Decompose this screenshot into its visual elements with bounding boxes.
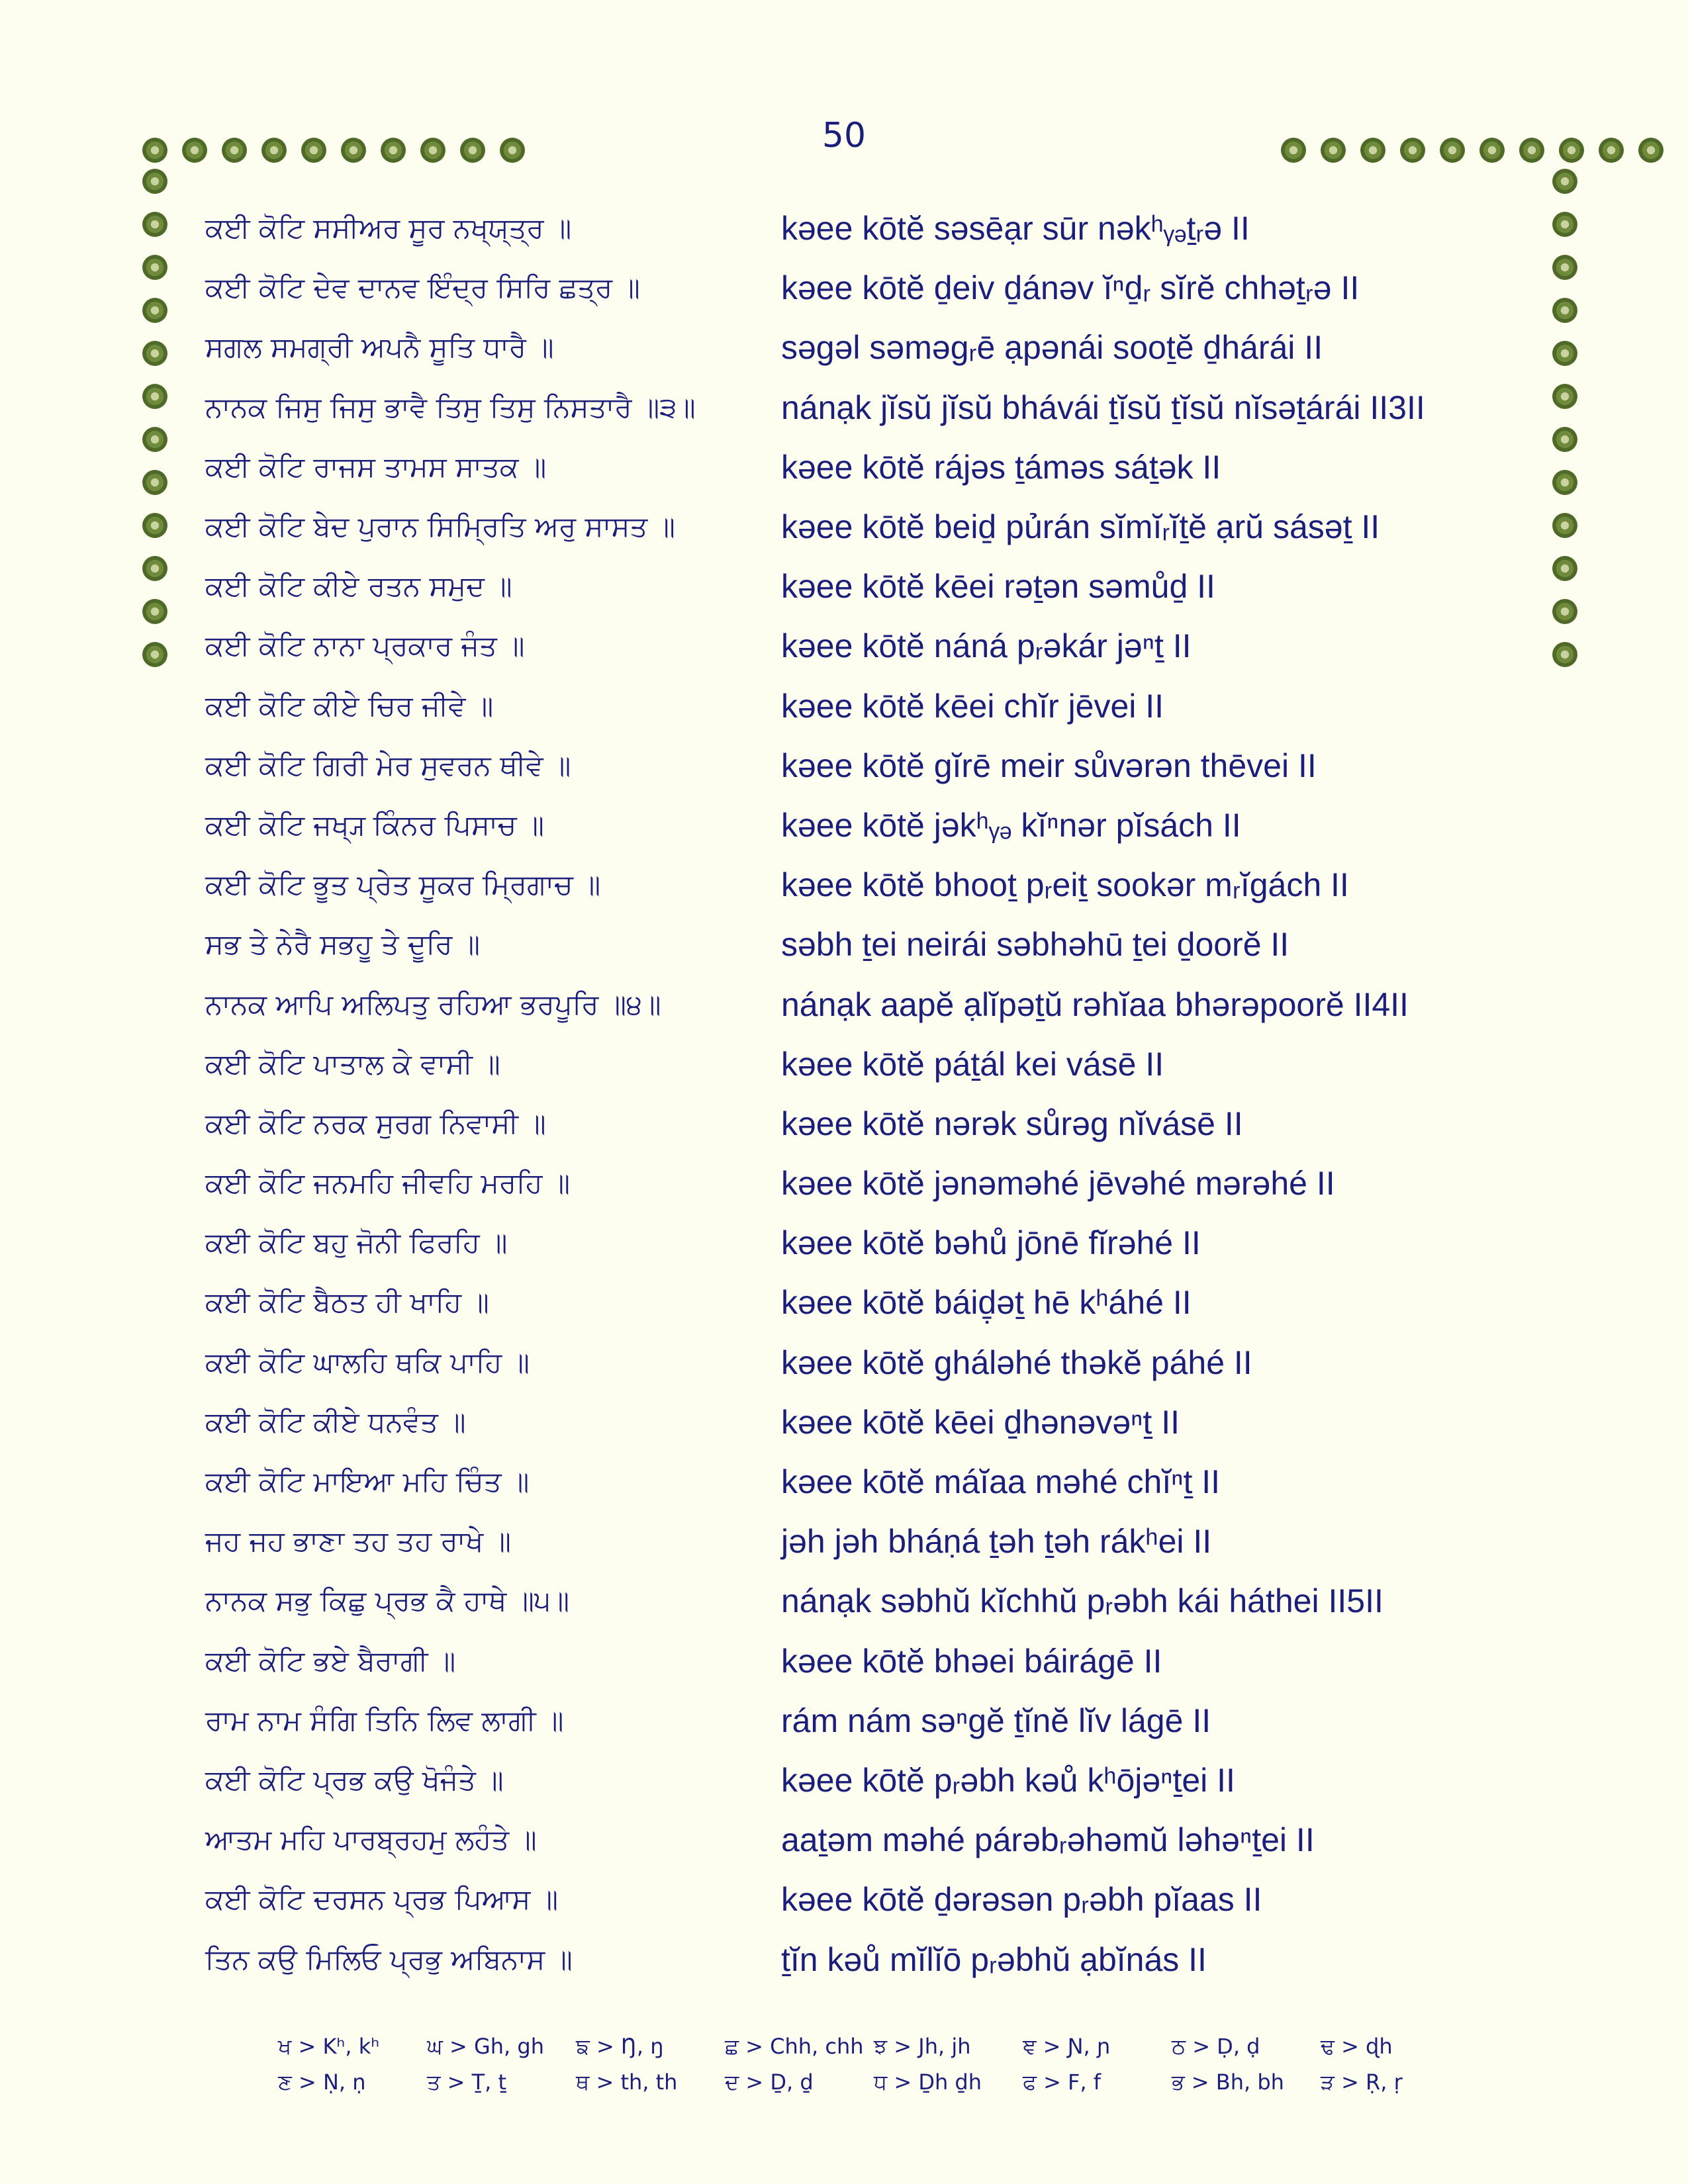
verse-line xyxy=(205,796,1529,855)
gurmukhi-text: ਕਈ ਕੋਟਿ ਦੇਵ ਦਾਨਵ ਇੰਦ੍ਰ ਸਿਰਿ ਛਤ੍ਰ ॥ xyxy=(205,271,640,304)
flower-icon xyxy=(1552,384,1577,409)
gurmukhi-text: ਨਾਨਕ ਸਭੁ ਕਿਛੁ ਪ੍ਰਭ ਕੈ ਹਾਥੇ ॥੫॥ xyxy=(205,1584,570,1617)
flower-icon xyxy=(142,470,167,495)
legend-row xyxy=(278,2028,1470,2064)
flower-icon xyxy=(1552,470,1577,495)
flower-icon xyxy=(301,138,326,163)
flower-icon xyxy=(142,599,167,624)
gurmukhi-text: ਕਈ ਕੋਟਿ ਕੀਏ ਚਿਰ ਜੀਵੇ ॥ xyxy=(205,689,494,722)
gurmukhi-text: ਨਾਨਕ ਜਿਸੁ ਜਿਸੁ ਭਾਵੈ ਤਿਸੁ ਤਿਸੁ ਨਿਸਤਾਰੈ ॥੩॥ xyxy=(205,390,696,424)
flower-icon xyxy=(142,138,167,163)
gurmukhi-text: ਕਈ ਕੋਟਿ ਭੂਤ ਪ੍ਰੇਤ ਸੂਕਰ ਮ੍ਰਿਗਾਚ ॥ xyxy=(205,868,601,901)
transliteration-text: aaṯəm məhé párəbᵣəhəmŭ ləhəⁿṯei II xyxy=(781,1821,1315,1859)
legend-item: ਙ > Ŋ, ŋ xyxy=(576,2033,664,2059)
transliteration-text: nánạk aapĕ ạlĭpəṯŭ rəhĭaa bhərəpoorĕ II4II xyxy=(781,985,1409,1023)
verse-line xyxy=(205,676,1529,736)
gurmukhi-text: ਕਈ ਕੋਟਿ ਬਹੁ ਜੋਨੀ ਫਿਰਹਿ ॥ xyxy=(205,1226,508,1259)
flower-icon xyxy=(142,341,167,366)
transliteration-text: jəh jəh bháṇá ṯəh ṯəh rákʰei II xyxy=(781,1523,1212,1561)
flower-icon xyxy=(381,138,406,163)
flower-icon xyxy=(1599,138,1624,163)
gurmukhi-text: ਕਈ ਕੋਟਿ ਮਾਇਆ ਮਹਿ ਚਿੰਤ ॥ xyxy=(205,1465,530,1498)
flower-icon xyxy=(1552,599,1577,624)
transliteration-text: kəee kōtĕ bhooṯ pᵣeiṯ sookər mᵣĭgách II xyxy=(781,866,1349,904)
legend-item: ਛ > Chh, chh xyxy=(725,2033,864,2059)
gurmukhi-text: ਕਈ ਕੋਟਿ ਰਾਜਸ ਤਾਮਸ ਸਾਤਕ ॥ xyxy=(205,450,547,483)
transliteration-text: rám nám səⁿgĕ ṯĭnĕ lĭv lágē II xyxy=(781,1702,1211,1739)
gurmukhi-text: ਕਈ ਕੋਟਿ ਬੇਦ ਪੁਰਾਨ ਸਿਮ੍ਰਿਤਿ ਅਰੁ ਸਾਸਤ ॥ xyxy=(205,510,675,543)
legend-row xyxy=(278,2064,1470,2100)
gurmukhi-text: ਕਈ ਕੋਟਿ ਬੈਠਤ ਹੀ ਖਾਹਿ ॥ xyxy=(205,1286,489,1319)
verse-line xyxy=(205,1213,1529,1273)
transliteration-text: kəee kōtĕ bəhů jōnē fĭrəhé II xyxy=(781,1224,1201,1262)
flower-icon xyxy=(1400,138,1425,163)
gurmukhi-text: ਕਈ ਕੋਟਿ ਨਰਕ ਸੁਰਗ ਨਿਵਾਸੀ ॥ xyxy=(205,1107,546,1140)
right-flower-border xyxy=(1552,169,1577,667)
page-number: 50 xyxy=(821,116,867,156)
flower-icon xyxy=(142,556,167,581)
verse-line xyxy=(205,1631,1529,1691)
transliteration-text: kəee kōtĕ kēei chĭr jēvei II xyxy=(781,687,1164,725)
transliteration-text: kəee kōtĕ ghálәhé thəkĕ páhé II xyxy=(781,1343,1252,1381)
flower-icon xyxy=(1281,138,1306,163)
gurmukhi-text: ਕਈ ਕੋਟਿ ਦਰਸਨ ਪ੍ਰਭ ਪਿਆਸ ॥ xyxy=(205,1883,558,1916)
transliteration-text: səgəl səməgᵣē ạpənái sooṯĕ ḏhárái II xyxy=(781,329,1323,367)
flower-icon xyxy=(142,427,167,452)
verse-line xyxy=(205,915,1529,974)
flower-icon xyxy=(1552,427,1577,452)
transliteration-text: səbh ṯei neirái səbhəhū ṯei ḏoorĕ II xyxy=(781,926,1289,964)
flower-icon xyxy=(1440,138,1465,163)
transliteration-text: nánạk səbhŭ kĭchhŭ pᵣəbh kái háthei II5II xyxy=(781,1582,1383,1620)
transliteration-text: kəee kōtĕ ḏərəsən pᵣəbh pĭaas II xyxy=(781,1881,1262,1919)
verse-line xyxy=(205,1452,1529,1512)
legend-item: ੜ > Ṛ, ṛ xyxy=(1321,2069,1403,2095)
verse-line xyxy=(205,1691,1529,1751)
top-right-flower-border xyxy=(1281,138,1664,163)
flower-icon xyxy=(1552,169,1577,194)
verse-line xyxy=(205,199,1529,258)
verse-line xyxy=(205,1333,1529,1392)
legend-item: ਘ > Gh, gh xyxy=(427,2033,544,2059)
verse-line xyxy=(205,378,1529,437)
verse-line xyxy=(205,437,1529,497)
transliteration-text: kəee kōtĕ bhəei báirágē II xyxy=(781,1642,1162,1680)
flower-icon xyxy=(460,138,485,163)
gurmukhi-text: ਕਈ ਕੋਟਿ ਘਾਲਹਿ ਥਕਿ ਪਾਹਿ ॥ xyxy=(205,1345,530,1379)
flower-icon xyxy=(142,642,167,667)
verse-lines xyxy=(205,199,1529,1989)
transliteration-legend xyxy=(278,2028,1470,2100)
transliteration-text: kəee kōtĕ kēei ḏhənəvəⁿṯ II xyxy=(781,1403,1180,1441)
flower-icon xyxy=(1479,138,1505,163)
legend-item: ਭ > Bh, bh xyxy=(1172,2069,1284,2095)
verse-line xyxy=(205,497,1529,557)
gurmukhi-text: ਕਈ ਕੋਟਿ ਪਾਤਾਲ ਕੇ ਵਾਸੀ ॥ xyxy=(205,1047,500,1080)
flower-icon xyxy=(1519,138,1544,163)
gurmukhi-text: ਕਈ ਕੋਟਿ ਗਿਰੀ ਮੇਰ ਸੁਵਰਨ ਥੀਵੇ ॥ xyxy=(205,749,571,782)
flower-icon xyxy=(1552,556,1577,581)
transliteration-text: kəee kōtĕ beiḏ pủrán sĭmĭᵣĭṯĕ ạrŭ sásəṯ II xyxy=(781,508,1380,546)
verse-line xyxy=(205,616,1529,676)
transliteration-text: kəee kōtĕ gĭrē meir sůvərən thēvei II xyxy=(781,747,1317,784)
transliteration-text: kəee kōtĕ náná pᵣəkár jəⁿṯ II xyxy=(781,627,1192,665)
verse-line xyxy=(205,855,1529,915)
verse-line xyxy=(205,1571,1529,1631)
left-flower-border xyxy=(142,169,167,667)
flower-icon xyxy=(1552,255,1577,280)
verse-line xyxy=(205,1929,1529,1989)
legend-item: ਦ > Ḏ, ḏ xyxy=(725,2069,814,2095)
transliteration-text: kəee kōtĕ kēei rəṯən səmůḏ II xyxy=(781,568,1215,606)
legend-item: ਖ > Kʰ, kʰ xyxy=(278,2033,380,2059)
verse-line xyxy=(205,974,1529,1034)
transliteration-text: kəee kōtĕ jəkʰᵧₔ kĭⁿnər pĭsách II xyxy=(781,806,1241,844)
flower-icon xyxy=(500,138,525,163)
transliteration-text: kəee kōtĕ páṯál kei vásē II xyxy=(781,1045,1164,1083)
verse-line xyxy=(205,1273,1529,1332)
transliteration-text: kəee kōtĕ səsēạr sūr nəkʰᵧₔṯᵣə II xyxy=(781,210,1250,248)
flower-icon xyxy=(142,384,167,409)
flower-icon xyxy=(1638,138,1664,163)
gurmukhi-text: ਕਈ ਕੋਟਿ ਜਖ੍ਯ੍ ਕਿੰਨਰ ਪਿਸਾਚ ॥ xyxy=(205,808,544,841)
flower-icon xyxy=(1552,212,1577,237)
verse-line xyxy=(205,1094,1529,1154)
flower-icon xyxy=(142,513,167,538)
gurmukhi-text: ਕਈ ਕੋਟਿ ਕੀਏ ਰਤਨ ਸਮੁਦ ॥ xyxy=(205,570,512,603)
gurmukhi-text: ਕਈ ਕੋਟਿ ਕੀਏ ਧਨਵੰਤ ॥ xyxy=(205,1405,466,1438)
gurmukhi-text: ਕਈ ਕੋਟਿ ਭਏ ਬੈਰਾਗੀ ॥ xyxy=(205,1644,456,1677)
verse-line xyxy=(205,1810,1529,1870)
flower-icon xyxy=(182,138,207,163)
legend-item: ਠ > Ḍ, ḍ xyxy=(1172,2033,1260,2059)
transliteration-text: kəee kōtĕ nərək sůrəg nĭvásē II xyxy=(781,1105,1243,1142)
gurmukhi-text: ਆਤਮ ਮਹਿ ਪਾਰਬ੍ਰਹਮੁ ਲਹੰਤੇ ॥ xyxy=(205,1823,537,1856)
flower-icon xyxy=(1552,298,1577,323)
gurmukhi-text: ਕਈ ਕੋਟਿ ਸਸੀਅਰ ਸੂਰ ਨਖ੍ਯ੍ਤ੍ਰ ॥ xyxy=(205,212,572,245)
transliteration-text: kəee kōtĕ ḏeiv ḏánəv ĭⁿḏᵣ sĭrĕ chhəṯᵣə II xyxy=(781,269,1360,307)
legend-item: ਧ > Ḏh ḏh xyxy=(874,2069,982,2095)
gurmukhi-text: ਰਾਮ ਨਾਮ ਸੰਗਿ ਤਿਨਿ ਲਿਵ ਲਾਗੀ ॥ xyxy=(205,1704,564,1737)
flower-icon xyxy=(1321,138,1346,163)
gurmukhi-text: ਸਭ ਤੇ ਨੇਰੈ ਸਭਹੂ ਤੇ ਦੂਰਿ ॥ xyxy=(205,928,481,961)
gurmukhi-text: ਤਿਨ ਕਉ ਮਿਲਿਓ ਪ੍ਰਭੁ ਅਬਿਨਾਸ ॥ xyxy=(205,1942,573,1976)
verse-line xyxy=(205,318,1529,377)
verse-line xyxy=(205,1034,1529,1094)
legend-item: ਢ > ɖh xyxy=(1321,2033,1393,2059)
legend-item: ਤ > Ṯ, ṯ xyxy=(427,2069,507,2095)
verse-line xyxy=(205,1870,1529,1929)
verse-line xyxy=(205,557,1529,616)
transliteration-text: ṯĭn kəů mĭlĭō pᵣəbhŭ ạbĭnás II xyxy=(781,1940,1207,1978)
top-left-flower-border xyxy=(142,138,525,163)
flower-icon xyxy=(1552,341,1577,366)
verse-line xyxy=(205,736,1529,796)
transliteration-text: nánạk jĭsŭ jĭsŭ bhávái ṯĭsŭ ṯĭsŭ nĭsəṯárái II3II xyxy=(781,388,1425,426)
legend-item: ਝ > Jh, jh xyxy=(874,2033,971,2059)
flower-icon xyxy=(142,212,167,237)
transliteration-text: kəee kōtĕ rájəs ṯáməs sáṯək II xyxy=(781,448,1221,486)
flower-icon xyxy=(420,138,445,163)
flower-icon xyxy=(1360,138,1385,163)
gurmukhi-text: ਸਗਲ ਸਮਗ੍ਰੀ ਅਪਨੈ ਸੂਤਿ ਧਾਰੈ ॥ xyxy=(205,331,554,364)
transliteration-text: kəee kōtĕ máĭaa məhé chĭⁿṯ II xyxy=(781,1463,1221,1501)
legend-item: ਫ > F, f xyxy=(1023,2069,1102,2095)
transliteration-text: kəee kōtĕ báiḏ̣əṯ hē kʰáhé II xyxy=(781,1284,1192,1322)
flower-icon xyxy=(1559,138,1584,163)
verse-line xyxy=(205,258,1529,318)
legend-item: ਞ > Ɲ, ɲ xyxy=(1023,2033,1111,2059)
verse-line xyxy=(205,1751,1529,1810)
gurmukhi-text: ਕਈ ਕੋਟਿ ਨਾਨਾ ਪ੍ਰਕਾਰ ਜੰਤ ॥ xyxy=(205,629,525,662)
verse-line xyxy=(205,1154,1529,1213)
gurmukhi-text: ਕਈ ਕੋਟਿ ਪ੍ਰਭ ਕਉ ਖੋਜੰਤੇ ॥ xyxy=(205,1763,504,1796)
gurmukhi-text: ਕਈ ਕੋਟਿ ਜਨਮਹਿ ਜੀਵਹਿ ਮਰਹਿ ॥ xyxy=(205,1167,571,1200)
transliteration-text: kəee kōtĕ pᵣəbh kəů kʰōjəⁿṯei II xyxy=(781,1761,1235,1799)
flower-icon xyxy=(341,138,366,163)
flower-icon xyxy=(222,138,247,163)
flower-icon xyxy=(142,298,167,323)
gurmukhi-text: ਨਾਨਕ ਆਪਿ ਅਲਿਪਤੁ ਰਹਿਆ ਭਰਪੂਰਿ ॥੪॥ xyxy=(205,987,661,1021)
legend-item: ਣ > Ṇ, ṇ xyxy=(278,2069,366,2095)
flower-icon xyxy=(1552,642,1577,667)
flower-icon xyxy=(261,138,287,163)
legend-item: ਥ > th, th xyxy=(576,2069,678,2095)
flower-icon xyxy=(142,169,167,194)
flower-icon xyxy=(1552,513,1577,538)
transliteration-text: kəee kōtĕ jənəməhé jēvəhé mərəhé II xyxy=(781,1165,1335,1203)
flower-icon xyxy=(142,255,167,280)
verse-line xyxy=(205,1512,1529,1571)
gurmukhi-text: ਜਹ ਜਹ ਭਾਣਾ ਤਹ ਤਹ ਰਾਖੇ ॥ xyxy=(205,1525,511,1558)
verse-line xyxy=(205,1392,1529,1452)
